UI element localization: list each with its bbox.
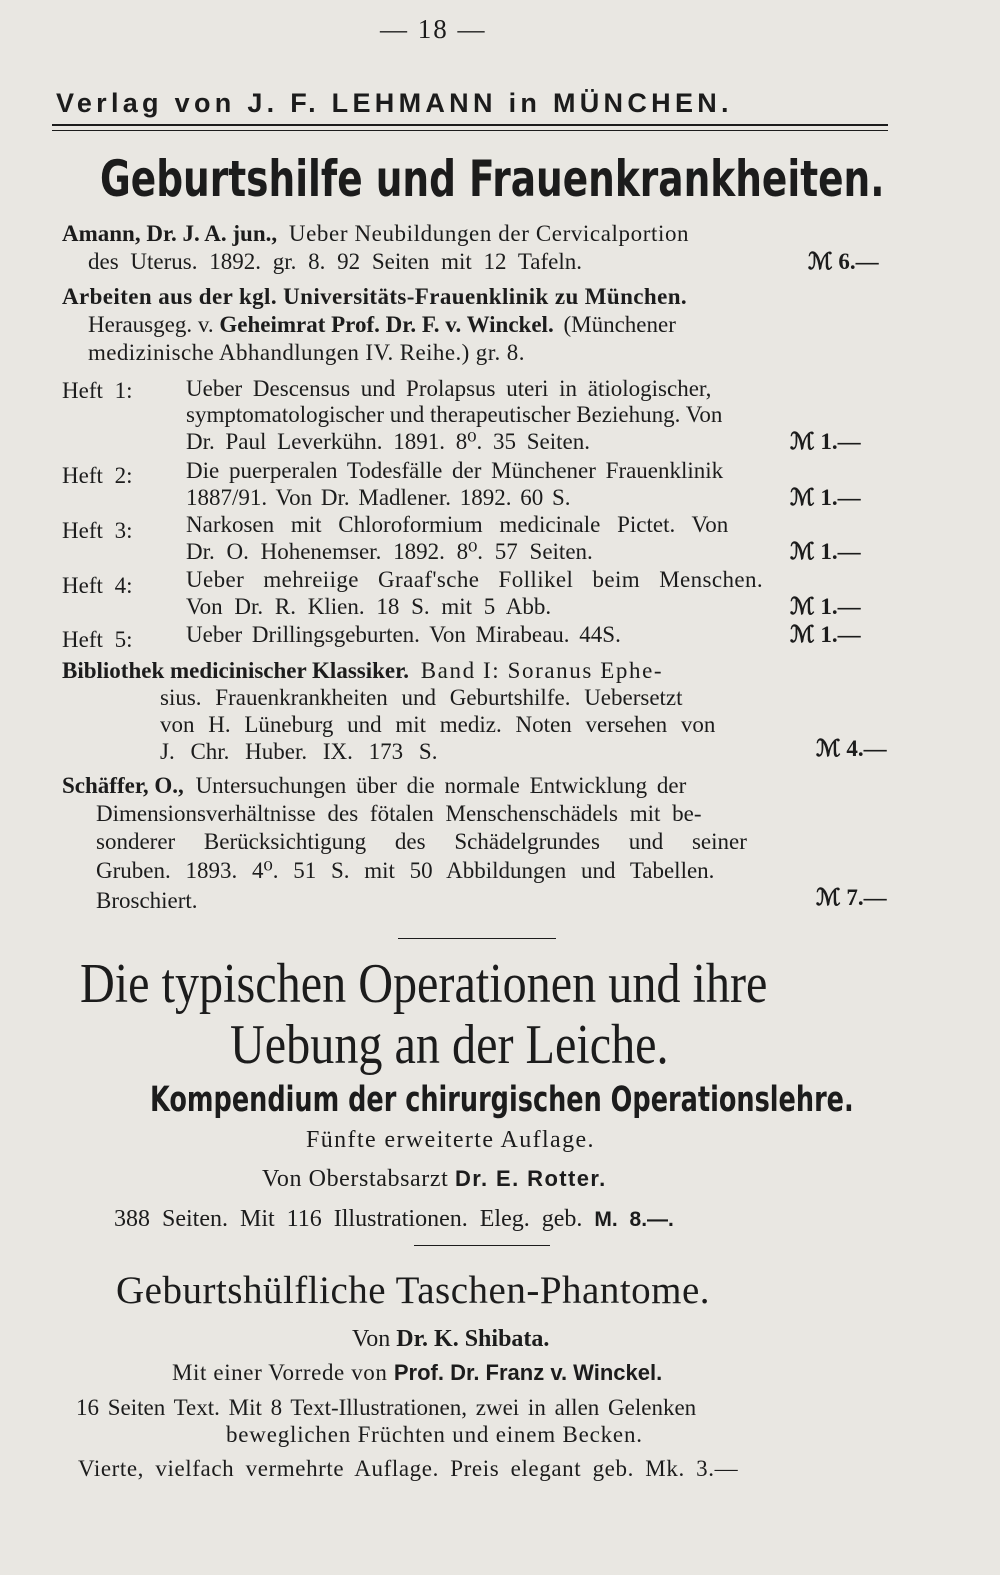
entry-schaeffer-line3: sonderer Berücksichtigung des Schädelgrundes und seiner bbox=[96, 829, 747, 854]
heft-5-line1: Ueber Drillingsgeburten. Von Mirabeau. 44S. bbox=[186, 622, 621, 647]
phantome-preface bbox=[172, 1360, 662, 1386]
heft-2-line1: Die puerperalen Todesfälle der Münchener Frauenklinik bbox=[186, 458, 724, 483]
heft-4-label: Heft 4: bbox=[62, 573, 133, 598]
entry-volume: Band I: Soranus Ephe- bbox=[420, 658, 664, 683]
section-heading-gynecology: Geburtshilfe und Frauenkrankheiten. bbox=[100, 150, 885, 208]
details-text: 388 Seiten. Mit 116 Illustrationen. Eleg. geb. bbox=[114, 1206, 583, 1232]
author-prefix: Von Oberstabsarzt bbox=[262, 1166, 449, 1192]
heft-5-label: Heft 5: bbox=[62, 627, 133, 652]
heft-3-line2: Dr. O. Hohenemser. 1892. 8⁰. 57 Seiten. bbox=[186, 539, 593, 564]
entry-title: Ueber Neubildungen der Cervicalportion bbox=[288, 221, 690, 246]
page-number: — 18 — bbox=[380, 14, 487, 44]
operations-title-line1: Die typischen Operationen und ihre bbox=[80, 953, 768, 1015]
entry-bibliothek-line2: sius. Frauenkrankheiten und Geburtshilfe. Uebersetzt bbox=[160, 685, 683, 710]
entry-title: Bibliothek medicinischer Klassiker. bbox=[62, 658, 409, 683]
entry-author: Schäffer, O., bbox=[62, 773, 184, 798]
phantome-title: Geburtshülfliche Taschen-Phantome. bbox=[116, 1269, 711, 1312]
heft-2-label: Heft 2: bbox=[62, 463, 133, 488]
publisher-rule-bottom bbox=[52, 130, 888, 131]
heft-4-price: ℳ 1.— bbox=[790, 594, 861, 619]
author-name: Dr. E. Rotter. bbox=[455, 1166, 607, 1191]
entry-author: Amann, Dr. J. A. jun., bbox=[62, 221, 278, 246]
phantome-line1: 16 Seiten Text. Mit 8 Text-Illustrationen, zwei in allen Gelenken bbox=[76, 1395, 697, 1420]
entry-bibliothek-line4: J. Chr. Huber. IX. 173 S. bbox=[160, 739, 438, 764]
publisher-line: Verlag von J. F. LEHMANN in MÜNCHEN. bbox=[56, 88, 733, 118]
publisher-rule-top bbox=[52, 124, 888, 126]
section-divider bbox=[398, 938, 556, 939]
heft-4-line2: Von Dr. R. Klien. 18 S. mit 5 Abb. bbox=[186, 594, 552, 619]
editor-name: Geheimrat Prof. Dr. F. v. Winckel. bbox=[219, 312, 554, 337]
operations-subtitle: Kompendium der chirurgischen Operationslehre. bbox=[150, 1080, 854, 1120]
phantome-line2: beweglichen Früchten und einem Becken. bbox=[226, 1422, 643, 1447]
heft-5-price: ℳ 1.— bbox=[790, 622, 861, 647]
entry-bibliothek-line3: von H. Lüneburg und mit mediz. Noten versehen von bbox=[160, 712, 716, 737]
heft-3-price: ℳ 1.— bbox=[790, 539, 861, 564]
heft-3-label: Heft 3: bbox=[62, 518, 133, 543]
heft-1-price: ℳ 1.— bbox=[790, 429, 861, 454]
preface-name: Prof. Dr. Franz v. Winckel. bbox=[393, 1360, 663, 1385]
section-divider bbox=[414, 1245, 550, 1246]
entry-amann bbox=[62, 220, 689, 247]
entry-arbeiten-title: Arbeiten aus der kgl. Universitäts-Frauenklinik zu München. bbox=[62, 284, 688, 309]
operations-edition: Fünfte erweiterte Auflage. bbox=[306, 1127, 595, 1153]
entry-arbeiten-line3: medizinische Abhandlungen IV. Reihe.) gr. 8. bbox=[88, 340, 525, 365]
entry-arbeiten-line2 bbox=[88, 311, 676, 338]
entry-schaeffer-line2: Dimensionsverhältnisse des fötalen Menschenschädels mit be- bbox=[96, 801, 702, 826]
entry-schaeffer-line4: Gruben. 1893. 4⁰. 51 S. mit 50 Abbildungen und Tabellen. bbox=[96, 858, 715, 883]
entry-bibliothek-price: ℳ 4.— bbox=[816, 736, 887, 761]
author-name: Dr. K. Shibata. bbox=[396, 1326, 550, 1352]
heft-3-line1: Narkosen mit Chloroformium medicinale Pictet. Von bbox=[186, 512, 729, 537]
phantome-line3: Vierte, vielfach vermehrte Auflage. Preis elegant geb. Mk. 3.— bbox=[78, 1456, 739, 1481]
operations-price: M. 8.—. bbox=[594, 1208, 674, 1231]
entry-schaeffer-line5: Broschiert. bbox=[96, 888, 198, 913]
heft-1-line1: Ueber Descensus und Prolapsus uteri in ätiologischer, bbox=[186, 376, 712, 401]
entry-title: Untersuchungen über die normale Entwicklung der bbox=[195, 773, 687, 798]
operations-details bbox=[114, 1206, 674, 1233]
preface-prefix: Mit einer Vorrede von bbox=[172, 1360, 388, 1385]
heft-4-line1: Ueber mehreiige Graaf'sche Follikel beim Menschen. bbox=[186, 567, 764, 592]
heft-2-line2: 1887/91. Von Dr. Madlener. 1892. 60 S. bbox=[186, 485, 571, 510]
series-name: (Münchener bbox=[563, 312, 676, 337]
entry-bibliothek bbox=[62, 657, 663, 684]
heft-1-label: Heft 1: bbox=[62, 378, 133, 403]
heft-2-price: ℳ 1.— bbox=[790, 485, 861, 510]
entry-schaeffer-price: ℳ 7.— bbox=[816, 885, 887, 910]
entry-schaeffer bbox=[62, 772, 686, 799]
entry-amann-price: ℳ 6.— bbox=[808, 249, 879, 274]
operations-author bbox=[262, 1166, 607, 1193]
phantome-author bbox=[352, 1326, 549, 1353]
heft-1-line2: symptomatologischer und therapeutischer Beziehung. Von bbox=[186, 402, 723, 427]
operations-title-line2: Uebung an der Leiche. bbox=[230, 1014, 669, 1076]
editor-prefix: Herausgeg. v. bbox=[88, 312, 214, 337]
author-prefix: Von bbox=[352, 1326, 391, 1352]
heft-1-line3: Dr. Paul Leverkühn. 1891. 8⁰. 35 Seiten. bbox=[186, 429, 590, 454]
entry-amann-line2: des Uterus. 1892. gr. 8. 92 Seiten mit 12 Tafeln. bbox=[88, 249, 583, 274]
